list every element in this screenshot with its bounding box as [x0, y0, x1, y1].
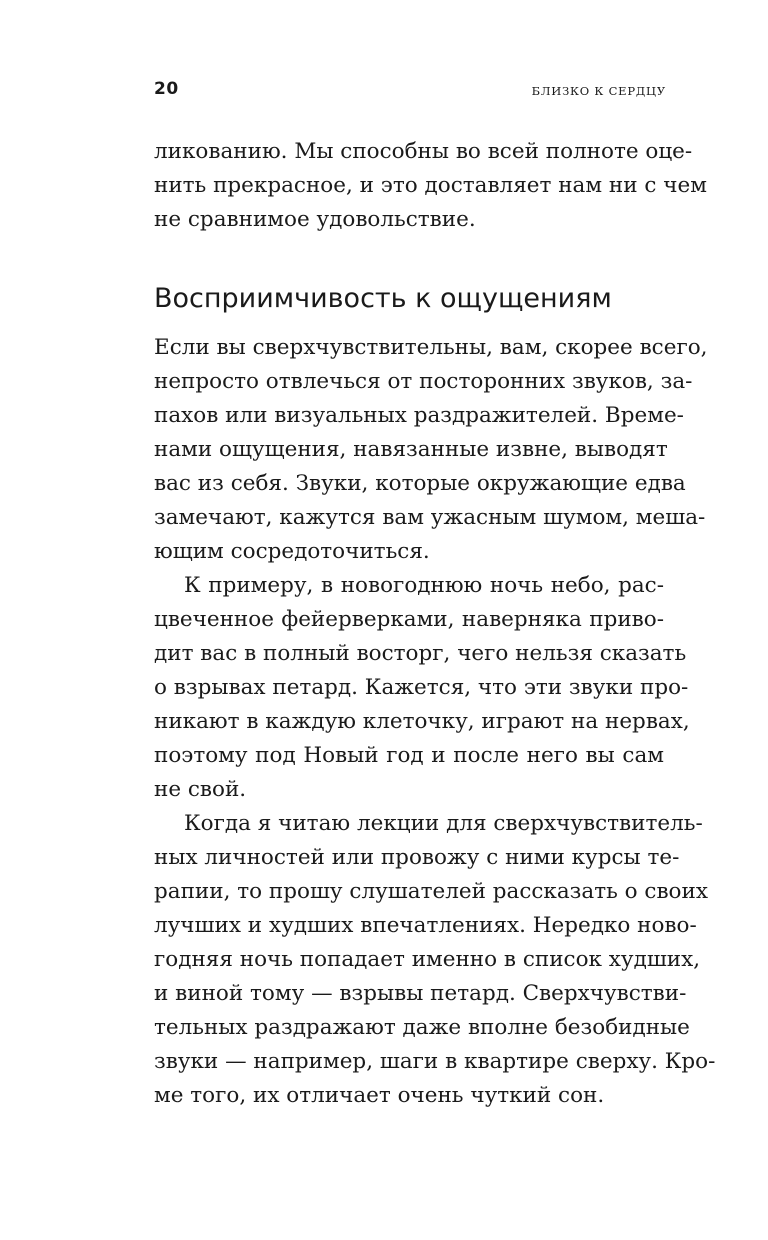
text-line: Если вы сверхчувствительны, вам, скорее всего, — [154, 335, 708, 360]
text-line: лучших и худших впечатлениях. Нередко ново- — [154, 913, 697, 938]
text-line: К примеру, в новогоднюю ночь небо, рас- — [184, 573, 664, 598]
intro-paragraph — [154, 135, 707, 237]
paragraph — [154, 331, 708, 569]
text-line: поэтому под Новый год и после него вы сам — [154, 743, 664, 768]
text-line: ликованию. Мы способны во всей полноте оце- — [154, 139, 693, 164]
text-line: нами ощущения, навязанные извне, выводят — [154, 437, 668, 462]
text-line: вас из себя. Звуки, которые окружающие едва — [154, 471, 686, 496]
text-line: ющим сосредоточиться. — [154, 539, 430, 564]
text-line: не свой. — [154, 777, 247, 802]
text-line: Когда я читаю лекции для сверхчувствитель- — [184, 811, 703, 836]
text-line: дит вас в полный восторг, чего нельзя сказать — [154, 641, 687, 666]
section-heading: Восприимчивость к ощущениям — [154, 283, 612, 314]
running-head: БЛИЗКО К СЕРДЦУ — [531, 84, 666, 98]
text-line: никают в каждую клеточку, играют на нервах, — [154, 709, 690, 734]
text-line: годняя ночь попадает именно в список худших, — [154, 947, 701, 972]
text-line: тельных раздражают даже вполне безобидные — [154, 1015, 690, 1040]
section-body — [154, 331, 716, 1113]
page-number: 20 — [154, 79, 179, 99]
text-line: о взрывах петард. Кажется, что эти звуки про- — [154, 675, 689, 700]
text-line: ме того, их отличает очень чуткий сон. — [154, 1083, 605, 1108]
text-line: рапии, то прошу слушателей рассказать о своих — [154, 879, 708, 904]
text-line: звуки — например, шаги в квартире сверху. Кро- — [154, 1049, 716, 1074]
text-line: ных личностей или провожу с ними курсы те- — [154, 845, 680, 870]
text-line: не сравнимое удовольствие. — [154, 207, 476, 232]
text-line: цвеченное фейерверками, наверняка приво- — [154, 607, 664, 632]
text-line: замечают, кажутся вам ужасным шумом, меша- — [154, 505, 706, 530]
text-line: непросто отвлечься от посторонних звуков, за- — [154, 369, 693, 394]
paragraph — [154, 569, 690, 807]
paragraph — [154, 807, 716, 1113]
text-line: пахов или визуальных раздражителей. Време- — [154, 403, 684, 428]
text-line: и виной тому — взрывы петард. Сверхчувстви- — [154, 981, 687, 1006]
text-line: нить прекрасное, и это доставляет нам ни с чем — [154, 173, 707, 198]
